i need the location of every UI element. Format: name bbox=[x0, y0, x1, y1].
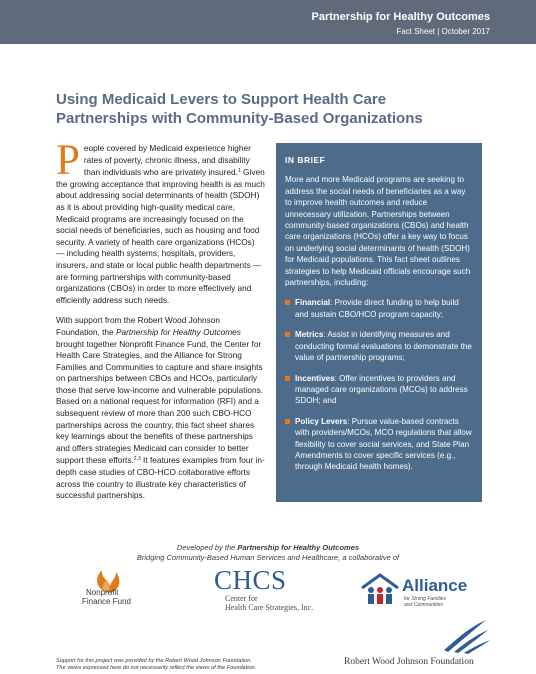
in-brief-box bbox=[276, 143, 482, 502]
alliance-house-icon bbox=[360, 572, 400, 608]
bullet-square-icon bbox=[285, 300, 290, 305]
in-brief-intro: More and more Medicaid programs are seeking to address the social needs of beneficiaries as a way to improve health outcomes and reduce unnecessary utilization. Partnerships between community-based organizations (CBOs) and health care organizations (HCOs) offer a key way to focus on underlying social determinants of health (SDOH) for Medicaid populations. This fact sheet outlines strategies to help Medicaid officials encourage such partnerships, including: bbox=[285, 175, 471, 288]
page-title bbox=[56, 90, 496, 128]
chcs-sub-2: Health Care Strategies, Inc. bbox=[225, 603, 314, 612]
support-text-a: With support from the Robert Wood Johnson Foundation, the bbox=[56, 315, 221, 337]
strategy-item-financial bbox=[285, 297, 473, 320]
developed-by-partnership: Partnership for Healthy Outcomes bbox=[237, 543, 360, 552]
drop-cap: P bbox=[56, 137, 80, 184]
support-text-c: It features examples from four in-depth case studies of CBO-HCO collaborative efforts across the country to illustrate key characteristics of successful partnerships. bbox=[56, 455, 265, 501]
strategy-item-policy-levers bbox=[285, 416, 473, 473]
strategy-text: : Assist in identifying measures and conducting formal evaluations to demonstrate the value of partnership programs; bbox=[295, 330, 472, 363]
bullet-square-icon bbox=[285, 419, 290, 424]
support-line-2: The views expressed here do not necessarily reflect the views of the Foundation. bbox=[56, 665, 257, 671]
alliance-logo bbox=[360, 572, 470, 612]
bullet-square-icon bbox=[285, 332, 290, 337]
developed-by bbox=[0, 543, 536, 563]
footnote-ref-1: 1 bbox=[237, 168, 241, 175]
nff-wordmark bbox=[82, 588, 131, 606]
developed-by-line-2: Bridging Community-Based Human Services and Healthcare, a collaborative of bbox=[136, 553, 400, 562]
chcs-logo bbox=[214, 566, 324, 614]
intro-text: eople covered by Medicaid experience higher rates of poverty, chronic illness, and disability than individuals who are privately insured. bbox=[83, 143, 251, 178]
support-paragraph bbox=[56, 315, 265, 502]
partnership-name: Partnership for Healthy Outcomes bbox=[115, 326, 241, 337]
body-column bbox=[56, 137, 265, 511]
intro-paragraph bbox=[56, 137, 265, 306]
title-line-2: Partnerships with Community-Based Organizations bbox=[56, 110, 423, 127]
alliance-wordmark: Alliance bbox=[402, 576, 468, 595]
alliance-sub-2: and Communities bbox=[404, 602, 443, 608]
strategy-label: Policy Levers bbox=[295, 416, 348, 426]
rwjf-wings-icon bbox=[440, 618, 490, 654]
strategy-list bbox=[285, 297, 473, 472]
alliance-sub bbox=[404, 596, 446, 608]
strategy-item-incentives bbox=[285, 373, 473, 407]
nff-line-2: Finance Fund bbox=[82, 597, 131, 606]
footnote-ref-2: 2,3 bbox=[133, 456, 141, 463]
alliance-sub-1: for Strong Families bbox=[404, 596, 446, 602]
intro-text-cont: Given the growing acceptance that improving health is as much about addressing social determinants of health (SDOH) as it is about providing high-quality medical care, Medicaid programs are increasingly focused on the social needs of beneficiaries, such as housing and food security. A variety of health care organizations (HCOs) — including health systems, hospitals, providers, insurers, and state or local public health departments — are forming partnerships with community-based organizations (CBOs) in order to more effectively and efficiently address such needs. bbox=[56, 167, 265, 305]
support-disclaimer bbox=[56, 658, 256, 672]
strategy-item-metrics bbox=[285, 329, 473, 363]
strategy-label: Metrics bbox=[295, 330, 324, 340]
chcs-sub-1: Center for bbox=[225, 594, 258, 603]
rwjf-wordmark: Robert Wood Johnson Foundation bbox=[344, 657, 474, 667]
header-subtitle: Fact Sheet | October 2017 bbox=[396, 27, 490, 36]
header-title: Partnership for Healthy Outcomes bbox=[311, 11, 490, 23]
title-line-1: Using Medicaid Levers to Support Health Care bbox=[56, 91, 387, 108]
strategy-label: Incentives bbox=[295, 373, 335, 383]
support-line-1: Support for this project was provided by the Robert Wood Johnson Foundation. bbox=[56, 658, 252, 664]
strategy-text: : Provide direct funding to help build and sustain CBO/HCO program capacity; bbox=[295, 298, 459, 319]
support-text-b: brought together Nonprofit Finance Fund, the Center for Health Care Strategies, and the Alliance for Strong Families and Communities to capture and share insights on partnerships between CBOs and HCOs, particularly those that serve low-income and vulnerable populations. Based on a national request for information (RFI) and a subsequent review of more than 200 such CBO-HCO partnerships across the country, this fact sheet shares key learnings about the benefits of these partnerships and offers strategies Medicaid can consider to better support these efforts. bbox=[56, 338, 264, 466]
in-brief-title: IN BRIEF bbox=[285, 155, 326, 165]
strategy-text: : Offer incentives to providers and managed care organizations (MCOs) to address SDOH; and bbox=[295, 373, 468, 406]
strategy-text: : Pursue value-based contracts with providers/MCOs, MCO regulations that allow flexibility to cover social services, and State Plan Amendments to cover specific services (e.g., through Medicaid health homes). bbox=[295, 416, 472, 472]
strategy-label: Financial bbox=[295, 298, 331, 308]
developed-by-prefix: Developed by the bbox=[176, 543, 238, 552]
developed-by-line-1 bbox=[0, 543, 536, 553]
bullet-square-icon bbox=[285, 376, 290, 381]
nonprofit-finance-fund-logo bbox=[70, 566, 160, 614]
nff-line-1: Nonprofit bbox=[86, 588, 119, 597]
chcs-wordmark: CHCS bbox=[214, 565, 287, 595]
header-bar bbox=[0, 0, 536, 44]
